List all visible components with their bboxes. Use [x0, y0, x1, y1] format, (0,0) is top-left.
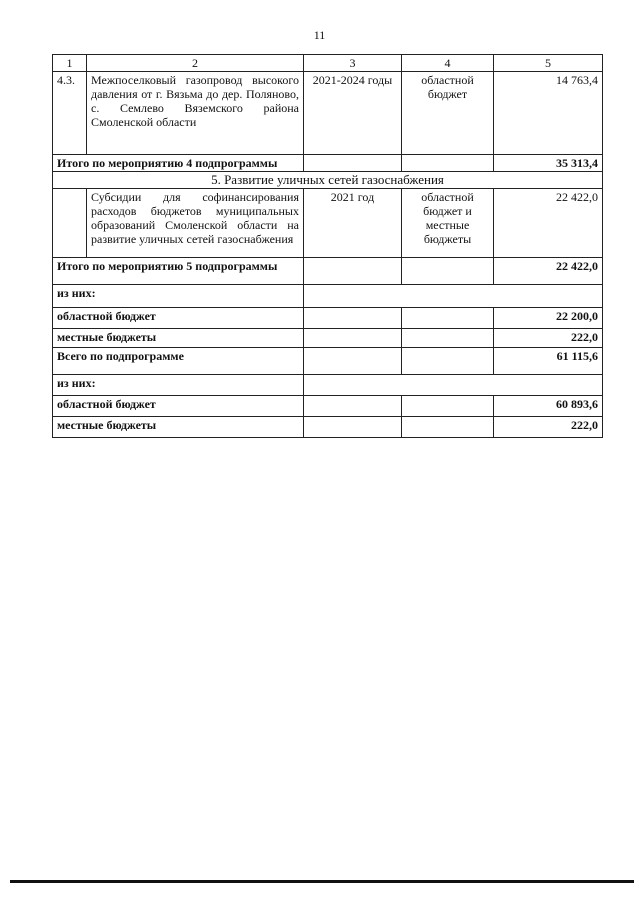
- subtotal-label: Итого по мероприятию 4 подпрограммы: [53, 155, 304, 172]
- table-row: [53, 189, 603, 258]
- bottom-rule: [10, 880, 634, 883]
- amount-cell: 14 763,4: [494, 72, 603, 155]
- budget-label: областной бюджет: [53, 308, 304, 329]
- program-table: [52, 54, 603, 438]
- activity-name: Субсидии для софинансирования расходов бюджетов муниципальных образований Смоленской области на развитие уличных сетей газоснабжения: [87, 189, 304, 258]
- budget-amount: 60 893,6: [494, 396, 603, 417]
- budget-amount: 222,0: [494, 329, 603, 348]
- activity-name: Межпоселковый газопровод высокого давления от г. Вязьма до дер. Поляново, с. Семлево Вяземского района Смоленской области: [87, 72, 304, 155]
- table-row: [53, 258, 603, 285]
- column-header: 2: [87, 55, 304, 72]
- activity-period: 2021-2024 годы: [304, 72, 402, 155]
- column-header: 3: [304, 55, 402, 72]
- header-row: [53, 55, 603, 72]
- table-row: [53, 396, 603, 417]
- subtotal-amount: 35 313,4: [494, 155, 603, 172]
- table-row: [53, 285, 603, 308]
- page-number: 11: [313, 28, 326, 42]
- budget-label: местные бюджеты: [53, 329, 304, 348]
- budget-amount: 22 200,0: [494, 308, 603, 329]
- table-row: [53, 348, 603, 375]
- column-header: 1: [53, 55, 87, 72]
- column-header: 5: [494, 55, 603, 72]
- grand-total-amount: 61 115,6: [494, 348, 603, 375]
- funding-source: областной бюджет и местные бюджеты: [402, 189, 494, 258]
- of-which-label: из них:: [53, 375, 304, 396]
- grand-total-label: Всего по подпрограмме: [53, 348, 304, 375]
- budget-label: местные бюджеты: [53, 417, 304, 438]
- column-header: 4: [402, 55, 494, 72]
- of-which-label: из них:: [53, 285, 304, 308]
- table-row: [53, 329, 603, 348]
- subtotal-label: Итого по мероприятию 5 подпрограммы: [53, 258, 304, 285]
- activity-period: 2021 год: [304, 189, 402, 258]
- row-number: [53, 189, 87, 258]
- section-row: [53, 172, 603, 189]
- table-row: [53, 155, 603, 172]
- budget-label: областной бюджет: [53, 396, 304, 417]
- table-row: [53, 72, 603, 155]
- amount-cell: 22 422,0: [494, 189, 603, 258]
- table-row: [53, 308, 603, 329]
- budget-amount: 222,0: [494, 417, 603, 438]
- row-number: 4.3.: [53, 72, 87, 155]
- subtotal-amount: 22 422,0: [494, 258, 603, 285]
- table-row: [53, 417, 603, 438]
- table-row: [53, 375, 603, 396]
- funding-source: областной бюджет: [402, 72, 494, 155]
- section-title: 5. Развитие уличных сетей газоснабжения: [53, 172, 603, 189]
